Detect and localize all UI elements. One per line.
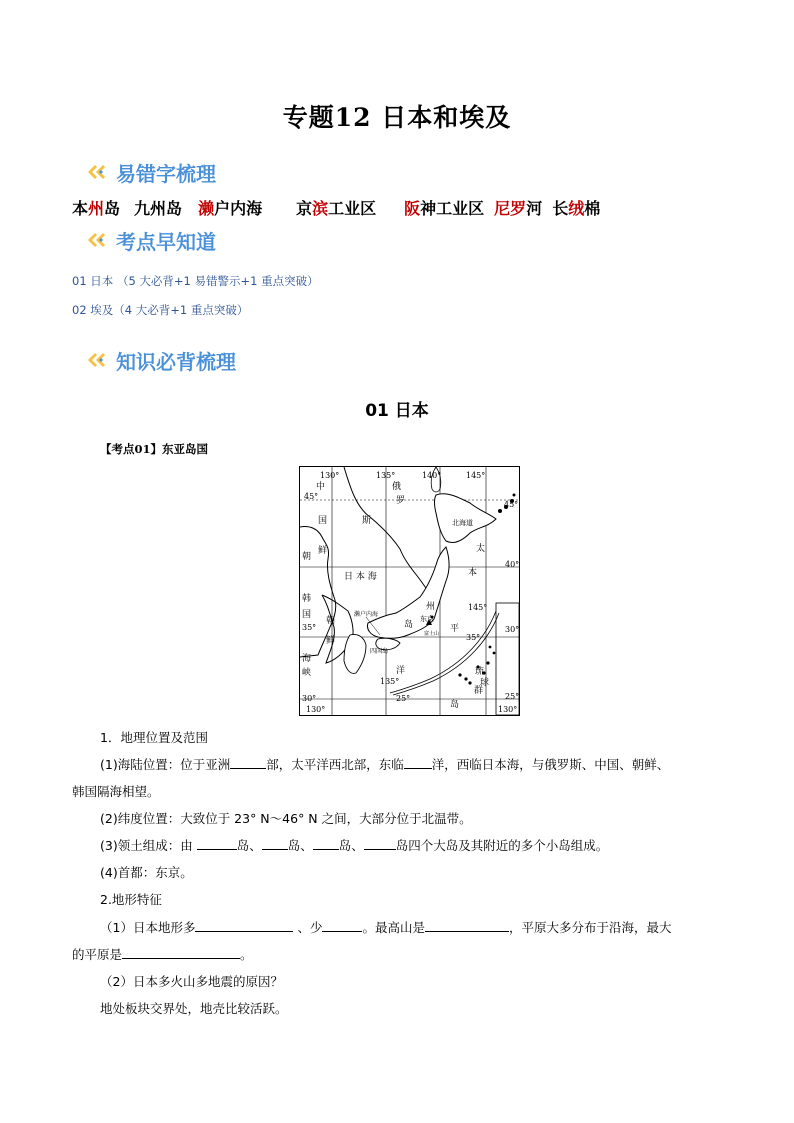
map-lon-label: 145° xyxy=(468,603,488,612)
section-header-knowledge xyxy=(86,346,236,374)
map-label: 本 xyxy=(468,568,478,578)
map-label: 斯 xyxy=(362,516,372,526)
paragraph-sea-land-continued: 韩国隔海相望。 xyxy=(72,784,160,799)
map-label: 群 xyxy=(474,686,484,696)
paragraph-capital: (4)首都：东京。 xyxy=(100,865,193,880)
map-lat-label: 40° xyxy=(505,560,519,569)
fill-blank[interactable] xyxy=(122,946,240,959)
section-header-key-points xyxy=(86,226,216,254)
map-label: 球 xyxy=(480,678,490,688)
paragraph-terrain-continued xyxy=(72,945,253,963)
map-label: 鲜 xyxy=(326,636,336,646)
map-label: 峡 xyxy=(302,668,312,678)
map-label: 鲜 xyxy=(318,546,328,556)
highlighted-char: 阪 xyxy=(404,199,421,218)
highlighted-char: 绒 xyxy=(568,199,585,218)
map-label: 海 xyxy=(302,654,312,664)
fill-blank[interactable] xyxy=(262,837,288,850)
highlighted-char: 尼罗 xyxy=(494,199,527,218)
fill-blank[interactable] xyxy=(197,837,237,850)
easy-mistake-words xyxy=(72,196,600,219)
map-lat-label: 45° xyxy=(304,492,319,501)
text: 岛、 xyxy=(338,838,364,853)
text: 。 xyxy=(240,947,253,962)
map-label: 罗 xyxy=(396,496,406,506)
word-text: 神工业区 xyxy=(420,199,485,218)
easy-mistake-word xyxy=(494,199,542,218)
map-lon-label: 140° xyxy=(422,471,442,480)
outline-item-japan: 01 日本 （5 大必背+1 易错警示+1 重点突破） xyxy=(72,274,319,288)
page-title: 专题12 日本和埃及 xyxy=(282,103,512,132)
subheading-japan: 01 日本 xyxy=(365,401,429,421)
easy-mistake-word xyxy=(552,199,600,218)
fill-blank[interactable] xyxy=(425,919,509,932)
word-text: 九州岛 xyxy=(134,199,183,218)
map-label: 平 xyxy=(450,624,460,634)
word-text: 京 xyxy=(296,199,313,218)
easy-mistake-word xyxy=(72,199,120,218)
map-label: 岛 xyxy=(450,700,460,710)
text: ，平原大多分布于沿海，最大 xyxy=(508,920,672,935)
map-label: 中 xyxy=(316,482,326,492)
word-text: 工业区 xyxy=(328,199,377,218)
japan-map-svg xyxy=(300,467,519,715)
text: (3)领土组成：由 xyxy=(100,838,193,853)
text: 。最高山是 xyxy=(362,920,425,935)
fill-blank[interactable] xyxy=(195,919,293,932)
paragraph-latitude: (2)纬度位置：大致位于 23° N～46° N 之间，大部分位于北温带。 xyxy=(100,811,472,826)
paragraph-volcano-question: （2）日本多火山多地震的原因？ xyxy=(100,974,283,989)
map-lon-label: 130° xyxy=(498,705,518,714)
fill-blank[interactable] xyxy=(313,837,339,850)
section-title: 知识必背梳理 xyxy=(116,349,236,374)
japan-map xyxy=(299,466,520,716)
paragraph-volcano-answer: 地处板块交界处，地壳比较活跃。 xyxy=(100,1001,288,1016)
text: 的平原是 xyxy=(72,947,123,962)
map-label: 国 xyxy=(302,610,312,620)
fill-blank[interactable] xyxy=(230,756,266,769)
map-lon-label: 135° xyxy=(380,677,400,686)
highlighted-char: 濑 xyxy=(198,199,215,218)
outline-item-egypt: 02 埃及（4 大必背+1 重点突破） xyxy=(72,303,249,317)
key-point-label: 【考点01】东亚岛国 xyxy=(100,442,209,456)
fill-blank[interactable] xyxy=(322,919,362,932)
paragraph-terrain xyxy=(100,918,672,936)
map-lat-label: 25° xyxy=(505,692,519,701)
double-chevron-icon xyxy=(86,163,108,181)
text: （1）日本地形多 xyxy=(100,920,196,935)
highlighted-char: 州 xyxy=(88,199,105,218)
map-label: 岛 xyxy=(404,620,414,630)
paragraph-location-heading: 1．地理位置及范围 xyxy=(100,730,208,745)
map-label: 国 xyxy=(318,516,328,526)
map-lon-label: 135° xyxy=(376,471,396,480)
easy-mistake-word xyxy=(296,199,376,218)
paragraph-terrain-heading: 2.地形特征 xyxy=(100,892,162,907)
map-label: 四国岛 xyxy=(370,648,389,655)
map-lon-label: 130° xyxy=(320,471,340,480)
map-label: 东京 xyxy=(420,615,434,623)
map-lat-label: 35° xyxy=(302,623,317,632)
double-chevron-icon xyxy=(86,231,108,249)
text: 部，太平洋西北部，东临 xyxy=(266,757,404,772)
easy-mistake-word xyxy=(404,199,484,218)
map-label: 州 xyxy=(426,602,436,612)
map-lon-label: 145° xyxy=(466,471,486,480)
map-lon-label: 130° xyxy=(306,705,326,714)
map-label: 日 本 海 xyxy=(344,572,377,582)
easy-mistake-word xyxy=(198,199,262,218)
map-lat-label: 45° xyxy=(504,500,519,509)
paragraph-territory xyxy=(100,836,608,854)
word-text: 本 xyxy=(72,199,89,218)
section-title: 考点早知道 xyxy=(116,229,216,254)
map-label: 琉 xyxy=(475,667,485,677)
map-label: 太 xyxy=(476,544,486,554)
word-text: 河 xyxy=(526,199,543,218)
text: 岛四个大岛及其附近的多个小岛组成。 xyxy=(395,838,609,853)
word-text: 户内海 xyxy=(214,199,263,218)
word-text: 岛 xyxy=(104,199,121,218)
fill-blank[interactable] xyxy=(404,756,432,769)
section-header-easy-mistake-words xyxy=(86,158,216,186)
map-label: 北海道 xyxy=(452,519,473,527)
easy-mistake-word xyxy=(134,199,182,218)
word-text: 长 xyxy=(552,199,569,218)
text: 岛、 xyxy=(236,838,262,853)
fill-blank[interactable] xyxy=(364,837,396,850)
text: 、少 xyxy=(297,920,323,935)
section-title: 易错字梳理 xyxy=(116,161,216,186)
map-lat-label: 35° xyxy=(466,633,481,642)
text: 洋，西临日本海，与俄罗斯、中国、朝鲜、 xyxy=(431,757,670,772)
map-label: 洋 xyxy=(396,666,406,676)
map-label: 韩 xyxy=(302,594,312,604)
text: (1)海陆位置：位于亚洲 xyxy=(100,757,231,772)
text: 岛、 xyxy=(287,838,313,853)
map-label: 朝 xyxy=(326,616,336,626)
map-label: 富士山 xyxy=(424,631,440,637)
map-lat-label: 30° xyxy=(302,694,317,703)
highlighted-char: 滨 xyxy=(312,199,329,218)
map-label: 濑户内海 xyxy=(354,611,379,618)
paragraph-sea-land-position xyxy=(100,755,669,773)
map-label: 俄 xyxy=(392,482,402,492)
map-lat-label: 25° xyxy=(396,694,411,703)
map-label: 朝 xyxy=(302,552,312,562)
double-chevron-icon xyxy=(86,351,108,369)
map-lat-label: 30° xyxy=(505,625,519,634)
word-text: 棉 xyxy=(584,199,601,218)
